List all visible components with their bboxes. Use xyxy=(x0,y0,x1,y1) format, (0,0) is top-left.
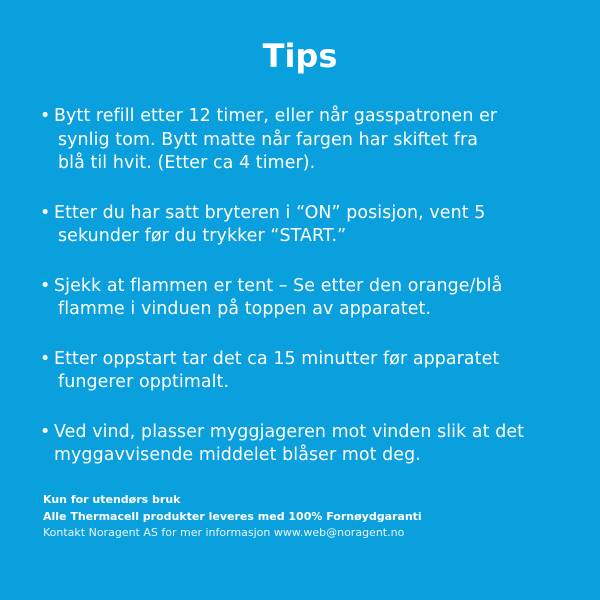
tip-line: blå til hvit. (Etter ca 4 timer). xyxy=(58,153,316,173)
tip-line: Bytt refill etter 12 timer, eller når gasspatronen er xyxy=(54,106,498,126)
tip-text xyxy=(54,202,585,249)
tip-line: Etter oppstart tar det ca 15 minutter før apparatet xyxy=(54,348,500,369)
tip-text xyxy=(54,275,585,322)
tip-text xyxy=(54,105,585,176)
bullet-icon: • xyxy=(40,106,51,126)
tip-line: flamme i vinduen på toppen av apparatet. xyxy=(58,299,432,319)
bullet-icon: • xyxy=(40,275,51,296)
page-title: Tips xyxy=(262,37,338,75)
tip-item-1 xyxy=(40,105,585,176)
tips-list xyxy=(40,105,585,494)
tip-item-2 xyxy=(40,202,585,249)
tip-line: synlig tom. Bytt matte når fargen har skiftet fra xyxy=(58,129,479,150)
footer xyxy=(43,492,583,542)
tip-text xyxy=(54,348,585,395)
tip-line: myggavvisende middelet blåser mot deg. xyxy=(54,445,421,465)
tip-line: fungerer opptimalt. xyxy=(58,372,230,392)
tip-item-4 xyxy=(40,348,585,395)
tip-item-5 xyxy=(40,421,585,468)
bullet-icon: • xyxy=(40,202,51,223)
tip-line: Sjekk at flammen er tent – Se etter den orange/blå xyxy=(54,275,503,296)
tip-line: Ved vind, plasser myggjageren mot vinden slik at det xyxy=(54,421,525,442)
tip-line: sekunder før du trykker “START.” xyxy=(58,226,347,246)
bullet-icon: • xyxy=(40,421,51,442)
footer-guarantee-note: Alle Thermacell produkter leveres med 100% Fornøydgaranti xyxy=(43,509,422,523)
tip-item-3 xyxy=(40,275,585,322)
footer-contact-info: Kontakt Noragent AS for mer informasjon www.web@noragent.no xyxy=(43,526,405,539)
footer-outdoor-note: Kun for utendørs bruk xyxy=(43,493,181,506)
bullet-icon: • xyxy=(40,348,51,369)
tip-line: Etter du har satt bryteren i “ON” posisjon, vent 5 xyxy=(54,202,486,223)
tip-text xyxy=(54,421,585,468)
